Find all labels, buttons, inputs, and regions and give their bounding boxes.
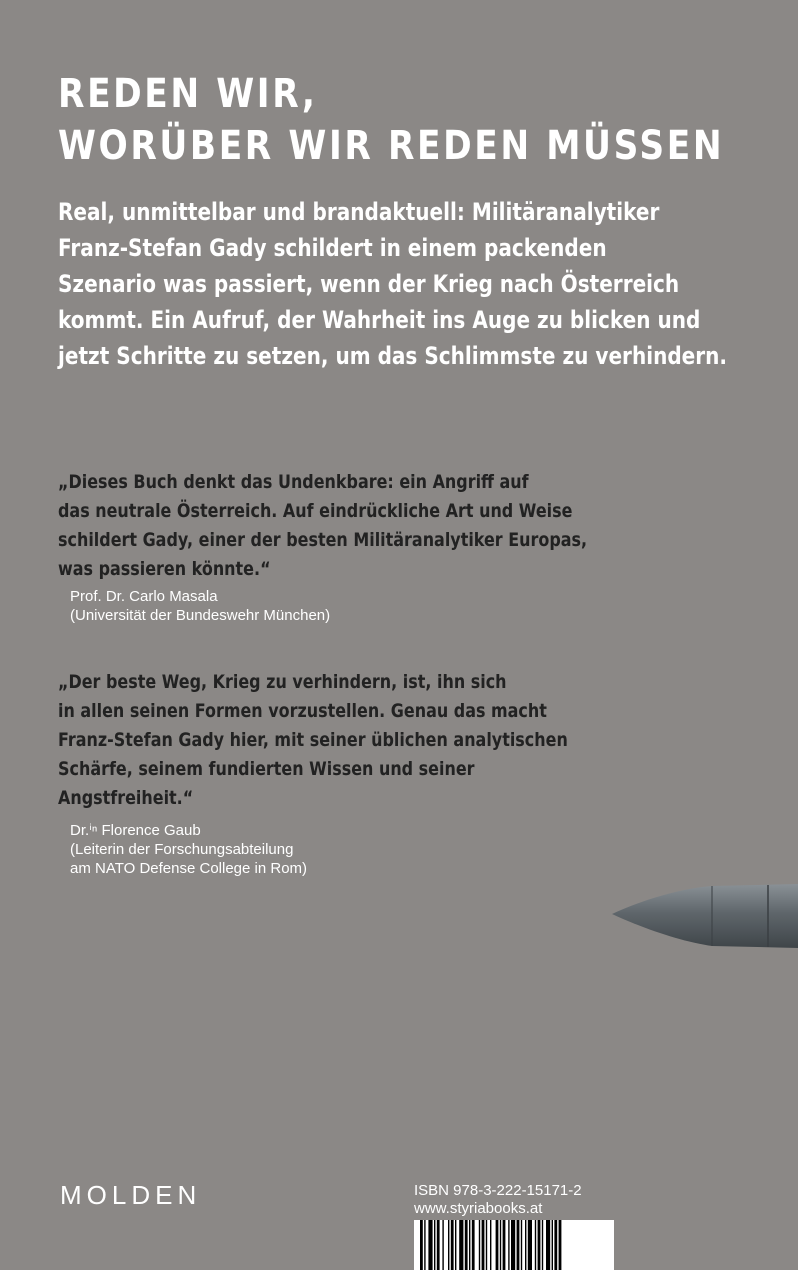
quote-line: Franz-Stefan Gady hier, mit seiner üblichen analytischen: [58, 729, 568, 751]
quote-line: das neutrale Österreich. Auf eindrückliche Art und Weise: [58, 500, 573, 522]
attribution-line: (Leiterin der Forschungsabteilung: [70, 841, 294, 858]
blurb-line: jetzt Schritte zu setzen, um das Schlimmste zu verhindern.: [58, 342, 728, 370]
quote-line: was passieren könnte.“: [58, 558, 271, 580]
blurb-line: Real, unmittelbar und brandaktuell: Militäranalytiker: [58, 198, 660, 226]
barcode-icon: [414, 1220, 614, 1270]
book-title: [58, 68, 724, 172]
attribution-line: Dr.ⁱⁿ Florence Gaub: [70, 822, 201, 839]
quote-line: schildert Gady, einer der besten Militäranalytiker Europas,: [58, 529, 588, 551]
missile-icon: [612, 880, 798, 952]
review-quote-gaub: [58, 668, 568, 813]
title-line-2: WORÜBER WIR REDEN MÜSSEN: [58, 123, 725, 169]
quote-line: „Der beste Weg, Krieg zu verhindern, ist, ihn sich: [58, 671, 507, 693]
publisher-url: www.styriabooks.at: [414, 1200, 543, 1217]
publisher-logo: MOLDEN: [60, 1180, 202, 1210]
quote-line: Schärfe, seinem fundierten Wissen und seiner: [58, 758, 475, 780]
blurb-line: kommt. Ein Aufruf, der Wahrheit ins Auge zu blicken und: [58, 306, 701, 334]
attribution-line: am NATO Defense College in Rom): [70, 860, 308, 877]
quote-attribution-masala: [70, 587, 330, 625]
quote-line: „Dieses Buch denkt das Undenkbare: ein Angriff auf: [58, 471, 529, 493]
attribution-line: (Universität der Bundeswehr München): [70, 607, 331, 624]
review-quote-masala: [58, 468, 587, 584]
title-line-1: REDEN WIR,: [58, 71, 318, 117]
quote-attribution-gaub: [70, 821, 307, 878]
blurb-line: Szenario was passiert, wenn der Krieg nach Österreich: [58, 270, 680, 298]
blurb-line: Franz-Stefan Gady schildert in einem packenden: [58, 234, 607, 262]
quote-line: Angstfreiheit.“: [58, 787, 194, 809]
isbn-block: [414, 1182, 582, 1218]
isbn-number: ISBN 978-3-222-15171-2: [414, 1182, 582, 1199]
quote-line: in allen seinen Formen vorzustellen. Genau das macht: [58, 700, 547, 722]
book-blurb: [58, 194, 728, 374]
attribution-line: Prof. Dr. Carlo Masala: [70, 588, 218, 605]
